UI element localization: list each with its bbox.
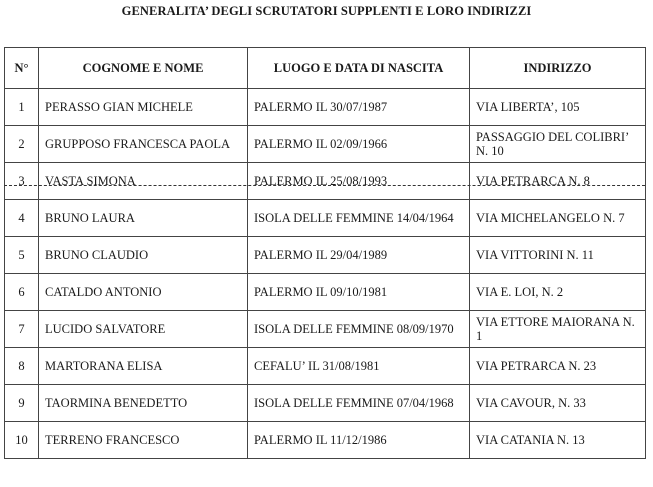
row-address: VIA VITTORINI N. 11 <box>470 237 646 274</box>
page-title: GENERALITA’ DEGLI SCRUTATORI SUPPLENTI E LORO INDIRIZZI <box>121 4 532 18</box>
row-number: 10 <box>5 422 39 459</box>
column-header-birth: LUOGO E DATA DI NASCITA <box>248 48 470 89</box>
row-number: 5 <box>5 237 39 274</box>
row-birth: ISOLA DELLE FEMMINE 08/09/1970 <box>248 311 470 348</box>
row-number: 3 <box>5 163 39 200</box>
row-number: 4 <box>5 200 39 237</box>
row-number: 7 <box>5 311 39 348</box>
row-number: 1 <box>5 89 39 126</box>
column-header-name: COGNOME E NOME <box>39 48 248 89</box>
row-birth: PALERMO IL 30/07/1987 <box>248 89 470 126</box>
table-header-row <box>5 48 646 89</box>
table-row <box>5 237 646 274</box>
row-birth: PALERMO IL 09/10/1981 <box>248 274 470 311</box>
row-name: PERASSO GIAN MICHELE <box>39 89 248 126</box>
column-header-address: INDIRIZZO <box>470 48 646 89</box>
table-row <box>5 311 646 348</box>
row-name: TAORMINA BENEDETTO <box>39 385 248 422</box>
table-row <box>5 385 646 422</box>
row-birth: PALERMO IL 25/08/1993 <box>248 163 470 200</box>
table-row <box>5 200 646 237</box>
row-birth: PALERMO IL 11/12/1986 <box>248 422 470 459</box>
row-number: 6 <box>5 274 39 311</box>
row-birth: PALERMO IL 29/04/1989 <box>248 237 470 274</box>
row-number: 9 <box>5 385 39 422</box>
row-birth: ISOLA DELLE FEMMINE 14/04/1964 <box>248 200 470 237</box>
table-row <box>5 274 646 311</box>
row-birth: CEFALU’ IL 31/08/1981 <box>248 348 470 385</box>
row-address: VIA MICHELANGELO N. 7 <box>470 200 646 237</box>
row-address: VIA ETTORE MAIORANA N. 1 <box>470 311 646 348</box>
row-birth: PALERMO IL 02/09/1966 <box>248 126 470 163</box>
row-name: CATALDO ANTONIO <box>39 274 248 311</box>
row-name: TERRENO FRANCESCO <box>39 422 248 459</box>
row-name: BRUNO CLAUDIO <box>39 237 248 274</box>
row-address: VIA CATANIA N. 13 <box>470 422 646 459</box>
row-name: MARTORANA ELISA <box>39 348 248 385</box>
table-row <box>5 89 646 126</box>
row-address: VIA CAVOUR, N. 33 <box>470 385 646 422</box>
row-address: VIA PETRARCA N. 8 <box>470 163 646 200</box>
row-address: VIA LIBERTA’, 105 <box>470 89 646 126</box>
row-address: PASSAGGIO DEL COLIBRI’ N. 10 <box>470 126 646 163</box>
table-row <box>5 348 646 385</box>
scrutatori-table <box>4 47 646 459</box>
row-number: 8 <box>5 348 39 385</box>
table-row <box>5 422 646 459</box>
row-number: 2 <box>5 126 39 163</box>
row-address: VIA E. LOI, N. 2 <box>470 274 646 311</box>
row-address: VIA PETRARCA N. 23 <box>470 348 646 385</box>
row-name: GRUPPOSO FRANCESCA PAOLA <box>39 126 248 163</box>
row-birth: ISOLA DELLE FEMMINE 07/04/1968 <box>248 385 470 422</box>
row-name: VASTA SIMONA <box>39 163 248 200</box>
row-name: BRUNO LAURA <box>39 200 248 237</box>
row-name: LUCIDO SALVATORE <box>39 311 248 348</box>
column-header-number: N° <box>5 48 39 89</box>
table-row <box>5 163 646 200</box>
table-row <box>5 126 646 163</box>
